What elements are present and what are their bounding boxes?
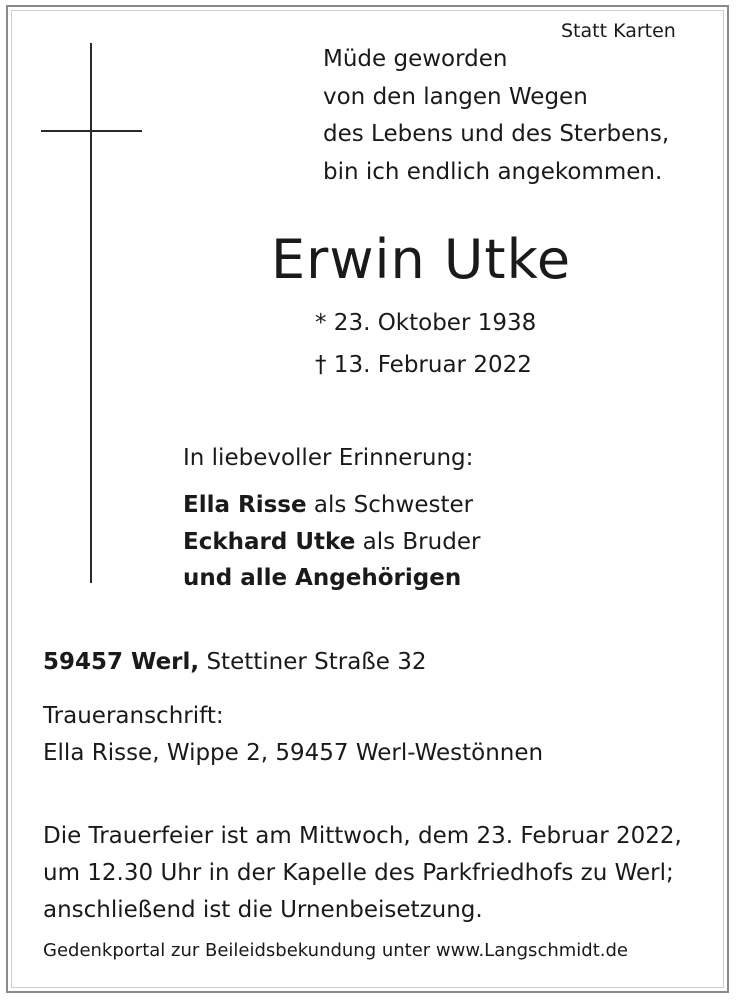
ceremony-line: anschließend ist die Urnenbeisetzung.	[43, 897, 483, 923]
trauer-address-value: Ella Risse, Wippe 2, 59457 Werl-Westönnen	[43, 739, 544, 766]
trauer-address	[43, 698, 543, 771]
mourner-entry	[183, 524, 480, 561]
birth-date: * 23. Oktober 1938	[315, 310, 537, 336]
ceremony-line: um 12.30 Uhr in der Kapelle des Parkfriedhofs zu Werl;	[43, 860, 674, 886]
cross-vertical-bar	[90, 43, 92, 583]
mourner-name: Eckhard Utke	[183, 528, 356, 555]
death-date: † 13. Februar 2022	[315, 352, 532, 378]
address-street: Stettiner Straße 32	[199, 649, 427, 675]
ceremony-info	[43, 818, 682, 929]
portal-footer: Gedenkportal zur Beileidsbekundung unter www.Langschmidt.de	[43, 940, 628, 961]
poem-line: von den langen Wegen	[323, 83, 588, 110]
mourner-entry	[183, 560, 480, 597]
mourner-entry	[183, 487, 480, 524]
mourner-name: und alle Angehörigen	[183, 565, 462, 591]
trauer-address-label: Traueranschrift:	[43, 703, 224, 729]
poem	[323, 41, 669, 191]
deceased-name: Erwin Utke	[271, 228, 572, 291]
poem-line: des Lebens und des Sterbens,	[323, 121, 670, 147]
home-address	[43, 649, 427, 675]
mourner-name: Ella Risse	[183, 492, 307, 518]
statt-karten-label: Statt Karten	[561, 20, 676, 42]
mourner-relation: als Schwester	[306, 492, 474, 518]
mourner-relation: als Bruder	[355, 528, 481, 555]
poem-line: bin ich endlich angekommen.	[323, 158, 663, 185]
memory-intro: In liebevoller Erinnerung:	[183, 445, 474, 471]
mourners-list	[183, 487, 480, 597]
poem-line: Müde geworden	[323, 46, 508, 72]
cross-horizontal-bar	[41, 130, 142, 132]
address-city: 59457 Werl,	[43, 649, 200, 675]
ceremony-line: Die Trauerfeier ist am Mittwoch, dem 23. Februar 2022,	[43, 823, 682, 849]
